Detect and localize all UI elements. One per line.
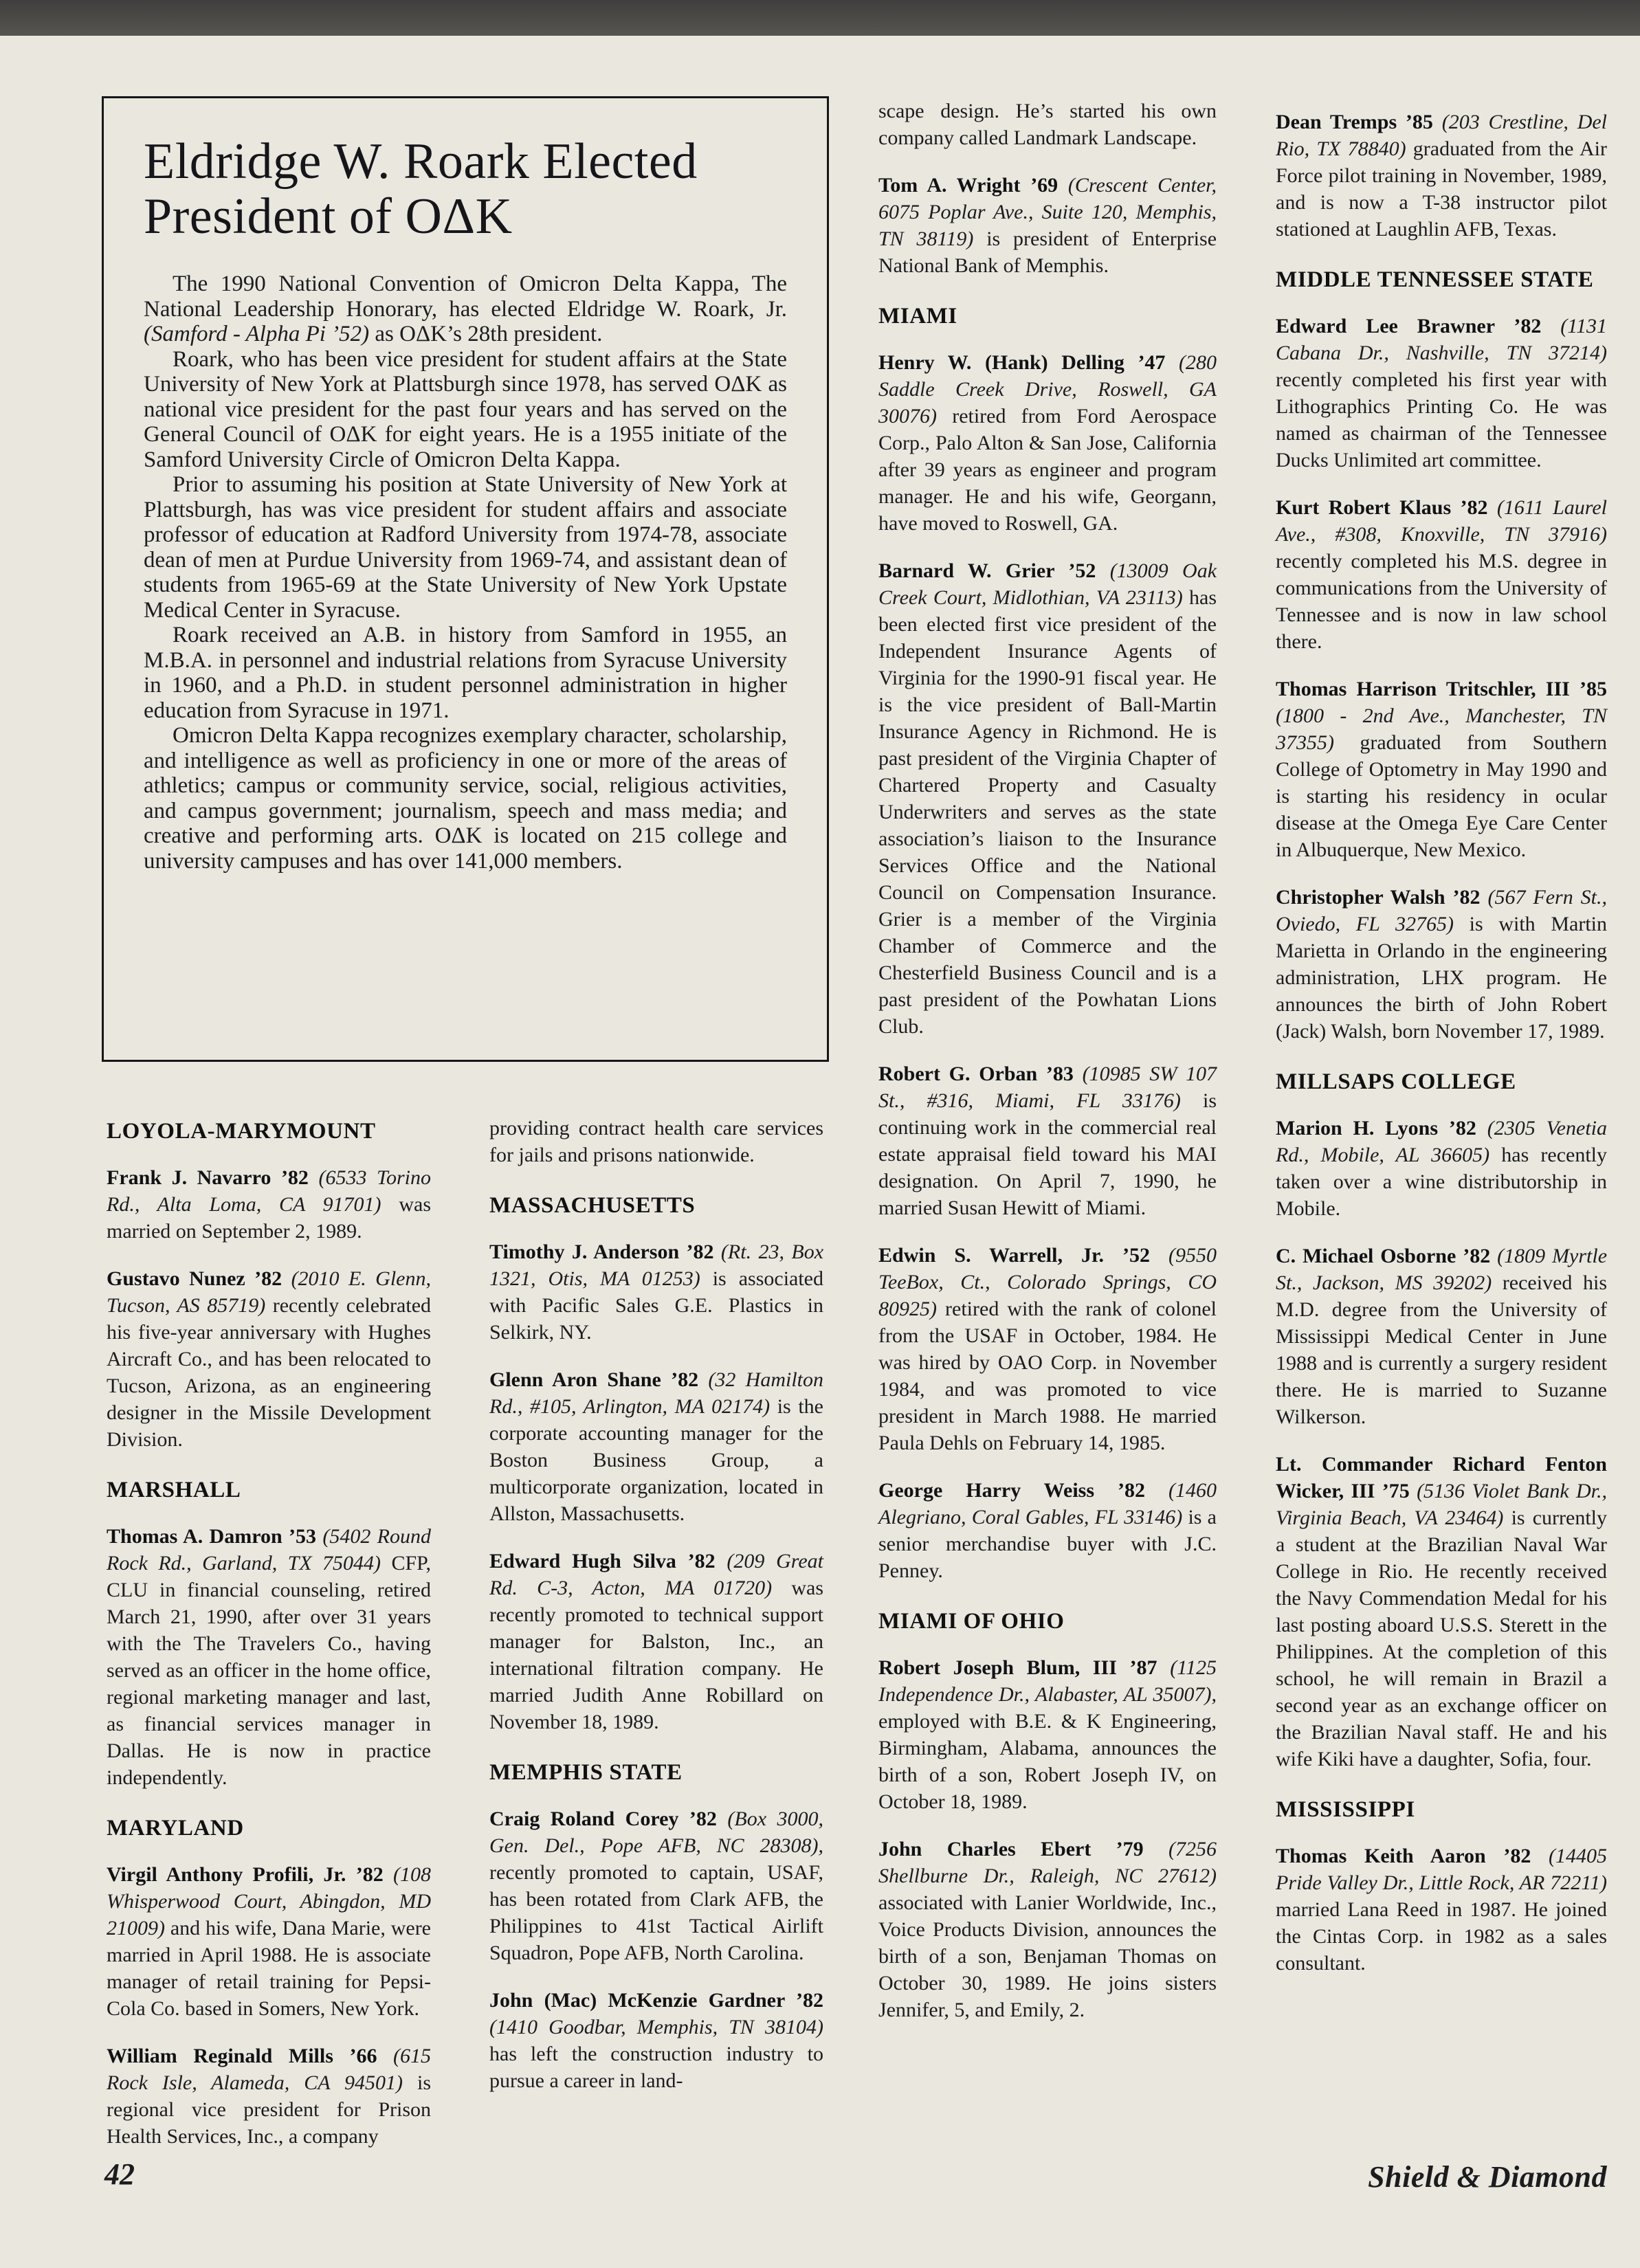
alumni-entry [1276,1243,1607,1430]
entry-text: graduated from Southern College of Optometry in May 1990 and is starting his residency in ocular disease at the Omega Eye Care Center in Albuquerque, New Mexico. [1276,731,1607,861]
entry-address: (615 Rock Isle, Alameda, CA 94501) [107,2045,432,2094]
entry-address: (14405 Pride Valley Dr., Little Rock, AR 72211) [1276,1845,1608,1894]
entry-address: (Rt. 23, Box 1321, Otis, MA 01253) [489,1241,824,1290]
entry-address: (10985 SW 107 St., #316, Miami, FL 33176) [878,1063,1217,1112]
alumni-entry [489,1366,823,1527]
section-heading: MILLSAPS COLLEGE [1276,1069,1516,1094]
entry-name: Glenn Aron Shane ’82 [489,1368,699,1391]
entry-name: Kurt Robert Klaus ’82 [1276,496,1488,519]
entry-address: (2010 E. Glenn, Tucson, AS 85719) [107,1267,431,1317]
entry-name: Thomas A. Damron ’53 [107,1525,316,1548]
alumni-entry [1276,494,1607,655]
entry-name: Tom A. Wright ’69 [878,174,1059,197]
entry-text: recently celebrated his five-year anniversary with Hughes Aircraft Co., and has been relocated to Tucson, Arizona, as an engineering designer in the Missile Development Division. [107,1294,432,1451]
entry-text: recently promoted to captain, USAF, has been rotated from Clark AFB, the Philippines to 41st Tactical Airlift Squadron, Pope AFB, North Carolina. [489,1861,823,1964]
entry-text: and his wife, Dana Marie, were married in April 1988. He is associate manager of retail training for Pepsi-Cola Co. based in Somers, New York. [107,1917,431,2020]
entry-continuation: scape design. He’s started his own company called Landmark Landscape. [878,100,1217,149]
alumni-entry [489,1548,823,1735]
entry-name: Edward Lee Brawner ’82 [1276,315,1542,337]
section-heading: MIAMI [878,304,957,329]
entry-name: John Charles Ebert ’79 [878,1838,1144,1860]
alumni-entry [878,172,1217,279]
alumni-entry [1276,313,1607,474]
alumni-entry [489,1987,823,2094]
text-column-2 [489,1115,823,2094]
alumni-entry [1276,884,1607,1045]
entry-address: (1611 Laurel Ave., #308, Knoxville, TN 37916) [1276,496,1607,546]
entry-address: (203 Crestline, Del Rio, TX 78840) [1276,111,1608,160]
entry-address: (108 Whisperwood Court, Abingdon, MD 21009) [107,1863,432,1939]
article-paragraph: Omicron Delta Kappa recognizes exemplary character, scholarship, and intelligence as well as proficiency in one or more of the areas of athletics; campus or community service, social, religious activities, and campus government; journalism, speech and mass media; and creative and performing arts. OΔK is located on 215 college and university campuses and has over 141,000 members. [144,723,787,874]
entry-text: is the corporate accounting manager for the Boston Business Group, a multicorporate organization, located in Allston, Massachusetts. [489,1395,823,1525]
entry-address: (5136 Violet Bank Dr., Virginia Beach, VA 23464) [1276,1480,1607,1529]
entry-address: (1800 - 2nd Ave., Manchester, TN 37355) [1276,704,1607,754]
alumni-entry [1276,1843,1607,1977]
entry-address: (5402 Round Rock Rd., Garland, TX 75044) [107,1525,431,1575]
alumni-entry [107,1164,431,1245]
alumni-entry [878,1477,1217,1584]
entry-address: (209 Great Rd. C-3, Acton, MA 01720) [489,1550,823,1599]
featured-article-box [102,96,829,1062]
entry-continuation: providing contract health care services for jails and prisons nationwide. [489,1117,823,1166]
entry-address: (567 Fern St., Oviedo, FL 32765) [1276,886,1608,935]
entry-name: Craig Roland Corey ’82 [489,1808,717,1830]
entry-text: employed with B.E. & K Engineering, Birmingham, Alabama, announces the birth of a son, Robert Joseph IV, on October 18, 1989. [878,1710,1217,1813]
alumni-entry [878,1242,1217,1456]
entry-name: Frank J. Navarro ’82 [107,1166,309,1189]
entry-address: (7256 Shellburne Dr., Raleigh, NC 27612) [878,1838,1217,1887]
alumni-entry [878,557,1217,1040]
entry-name: Edwin S. Warrell, Jr. ’52 [878,1244,1150,1267]
page-number: 42 [104,2157,135,2191]
entry-name: William Reginald Mills ’66 [107,2045,377,2067]
entry-name: Barnard W. Grier ’52 [878,559,1096,582]
entry-text: married Lana Reed in 1987. He joined the Cintas Corp. in 1982 as a sales consultant. [1276,1898,1607,1975]
entry-text: has been elected first vice president of the Independent Insurance Agents of Virginia for the 1990-91 fiscal year. He is the vice president of Ball-Martin Insurance Agency in Richmond. He is past president of the Virginia Chapter of Chartered Property and Casualty Underwriters and serves as the state association’s liaison to the Insurance Services Office and the National Council on Compensation Insurance. Grier is a member of the Virginia Chamber of Commerce and the Chesterfield Business Council and is a past president of the Powhatan Lions Club. [878,586,1217,1038]
entry-text: is regional vice president for Prison Health Services, Inc., a company [107,2071,432,2148]
entry-name: Dean Tremps ’85 [1276,111,1433,133]
entry-address: (1410 Goodbar, Memphis, TN 38104) [489,2016,823,2038]
entry-text: is with Martin Marietta in Orlando in the engineering administration, LHX program. He announces the birth of John Robert (Jack) Walsh, born November 17, 1989. [1276,913,1607,1043]
article-paragraph: Roark, who has been vice president for student affairs at the State University of New York at Plattsburgh since 1978, has served OΔK as national vice president for the past four years and has served on the General Council of OΔK for eight years. He is a 1955 initiate of the Samford University Circle of Omicron Delta Kappa. [144,346,787,472]
alumni-entry [107,2043,431,2150]
text-column-1 [107,1115,431,2150]
entry-name: Robert Joseph Blum, III ’87 [878,1656,1157,1679]
text-column-3 [878,98,1217,2023]
alumni-entry [1276,1115,1607,1222]
entry-name: C. Michael Osborne ’82 [1276,1245,1491,1267]
section-heading: MASSACHUSETTS [489,1193,696,1218]
entry-text: is currently a student at the Brazilian Naval War College in Rio. He recently received the Navy Commendation Medal for his last posting aboard U.S.S. Sterett in the Philippines. At the completion of this school, he will remain in Brazil a second year as an exchange officer on the Brazilian Naval staff. He and his wife Kiki have a daughter, Sofia, four. [1276,1507,1607,1770]
entry-address: (1131 Cabana Dr., Nashville, TN 37214) [1276,315,1607,364]
entry-address: (280 Saddle Creek Drive, Roswell, GA 30076) [878,351,1217,427]
article-paragraph: The 1990 National Convention of Omicron Delta Kappa, The National Leadership Honorary, has elected Eldridge W. Roark, Jr. (Samford - Alpha Pi ’52) as OΔK’s 28th president. [144,271,787,346]
entry-name: John (Mac) McKenzie Gardner ’82 [489,1989,823,2012]
entry-address: (1460 Alegriano, Coral Gables, FL 33146) [878,1479,1217,1528]
article-paragraph: Prior to assuming his position at State University of New York at Plattsburgh, has was vice president for student affairs and associate professor of education at Radford University from 1974-78, associate dean of men at Purdue University from 1969-74, and assistant dean of students from 1965-69 at the State University of New York Upstate Medical Center in Syracuse. [144,472,787,623]
entry-text: has recently taken over a wine distributorship in Mobile. [1276,1144,1607,1220]
scan-top-edge [0,0,1640,36]
entry-name: Christopher Walsh ’82 [1276,886,1481,909]
entry-name: Gustavo Nunez ’82 [107,1267,282,1290]
entry-text: recently completed his first year with Lithographics Printing Co. He was named as chairman of the Tennessee Ducks Unlimited art committee. [1276,368,1607,471]
section-heading: MIDDLE TENNESSEE STATE [1276,267,1594,292]
section-heading: MIAMI OF OHIO [878,1609,1065,1634]
entry-address: (Box 3000, Gen. Del., Pope AFB, NC 28308), [489,1808,823,1857]
entry-text: recently completed his M.S. degree in communications from the University of Tennessee and is now in law school there. [1276,550,1607,653]
alumni-entry [1276,109,1607,243]
entry-name: Edward Hugh Silva ’82 [489,1550,716,1572]
alumni-entry [489,1805,823,1966]
entry-address: (13009 Oak Creek Court, Midlothian, VA 23113) [878,559,1217,609]
alumni-entry [489,1238,823,1346]
entry-name: Virgil Anthony Profili, Jr. ’82 [107,1863,384,1886]
section-heading: MARYLAND [107,1816,244,1841]
alumni-entry [878,1654,1217,1815]
alumni-entry [1276,676,1607,863]
alumni-entry [878,1060,1217,1221]
alumni-entry [107,1265,431,1453]
entry-name: Robert G. Orban ’83 [878,1063,1074,1085]
entry-address: (32 Hamilton Rd., #105, Arlington, MA 02174) [489,1368,823,1418]
entry-name: Marion H. Lyons ’82 [1276,1117,1476,1139]
section-heading: MARSHALL [107,1478,241,1502]
magazine-footer-title: Shield & Diamond [1368,2160,1607,2194]
entry-address: (1809 Myrtle St., Jackson, MS 39202) [1276,1245,1608,1294]
entry-text: received his M.D. degree from the University of Mississippi Medical Center in June 1988 and is currently a surgery resident there. He is married to Suzanne Wilkerson. [1276,1271,1607,1428]
entry-name: Henry W. (Hank) Delling ’47 [878,351,1166,374]
entry-name: Thomas Harrison Tritschler, III ’85 [1276,678,1607,700]
alumni-entry [878,1836,1217,2023]
entry-text: is continuing work in the commercial real estate appraisal field toward his MAI designation. On April 7, 1990, he married Susan Hewitt of Miami. [878,1089,1217,1219]
alumni-entry [878,349,1217,537]
article-paragraph: Roark received an A.B. in history from Samford in 1955, an M.B.A. in personnel and industrial relations from Syracuse University in 1960, and a Ph.D. in student personnel administration in higher education from Syracuse in 1971. [144,623,787,723]
entry-text: was married on September 2, 1989. [107,1193,432,1243]
alumni-entry [107,1523,431,1791]
entry-address: (2305 Venetia Rd., Mobile, AL 36605) [1276,1117,1607,1166]
entry-text: CFP, CLU in financial counseling, retired March 21, 1990, after over 31 years with the The Travelers Co., having served as an officer in the home office, regional marketing manager and last, as financial services manager in Dallas. He is now in practice independently. [107,1552,431,1789]
entry-text: graduated from the Air Force pilot training in November, 1989, and is now a T-38 instructor pilot stationed at Laughlin AFB, Texas. [1276,137,1607,241]
entry-address: (9550 TeeBox, Ct., Colorado Springs, CO 80925) [878,1244,1217,1320]
entry-address: (1125 Independence Dr., Alabaster, AL 35007), [878,1656,1217,1706]
entry-text: is president of Enterprise National Bank of Memphis. [878,227,1217,277]
entry-name: Thomas Keith Aaron ’82 [1276,1845,1531,1867]
alumni-entry [107,1861,431,2022]
article-title-line1: Eldridge W. Roark Elected [144,133,698,190]
entry-address: (6533 Torino Rd., Alta Loma, CA 91701) [107,1166,431,1216]
article-title [144,134,787,244]
section-heading: MISSISSIPPI [1276,1797,1415,1822]
alumni-entry [1276,1451,1607,1772]
entry-text: was recently promoted to technical support manager for Balston, Inc., an international filtration company. He married Judith Anne Robillard on November 18, 1989. [489,1577,823,1733]
section-heading: LOYOLA-MARYMOUNT [107,1119,376,1144]
section-heading: MEMPHIS STATE [489,1760,683,1785]
article-title-line2: President of OΔK [144,188,513,245]
entry-address: (Crescent Center, 6075 Poplar Ave., Suite 120, Memphis, TN 38119) [878,174,1217,250]
entry-name: Timothy J. Anderson ’82 [489,1241,714,1263]
entry-text: associated with Lanier Worldwide, Inc., Voice Products Division, announces the birth of a son, Benjaman Thomas on October 30, 1989. He joins sisters Jennifer, 5, and Emily, 2. [878,1891,1217,2021]
entry-name: Lt. Commander Richard Fenton Wicker, III ’75 [1276,1453,1607,1502]
text-column-4 [1276,109,1607,1977]
entry-text: retired with the rank of colonel from the USAF in October, 1984. He was hired by OAO Corp. in November 1984, and was promoted to vice president in March 1988. He married Paula Dehls on February 14, 1985. [878,1298,1217,1454]
entry-text: retired from Ford Aerospace Corp., Palo Alton & San Jose, California after 39 years as engineer and program manager. He and his wife, Georgann, have moved to Roswell, GA. [878,405,1217,535]
entry-name: George Harry Weiss ’82 [878,1479,1146,1502]
entry-text: is associated with Pacific Sales G.E. Plastics in Selkirk, NY. [489,1267,823,1344]
entry-text: is a senior merchandise buyer with J.C. Penney. [878,1506,1217,1582]
entry-text: has left the construction industry to pursue a career in land- [489,2043,823,2092]
